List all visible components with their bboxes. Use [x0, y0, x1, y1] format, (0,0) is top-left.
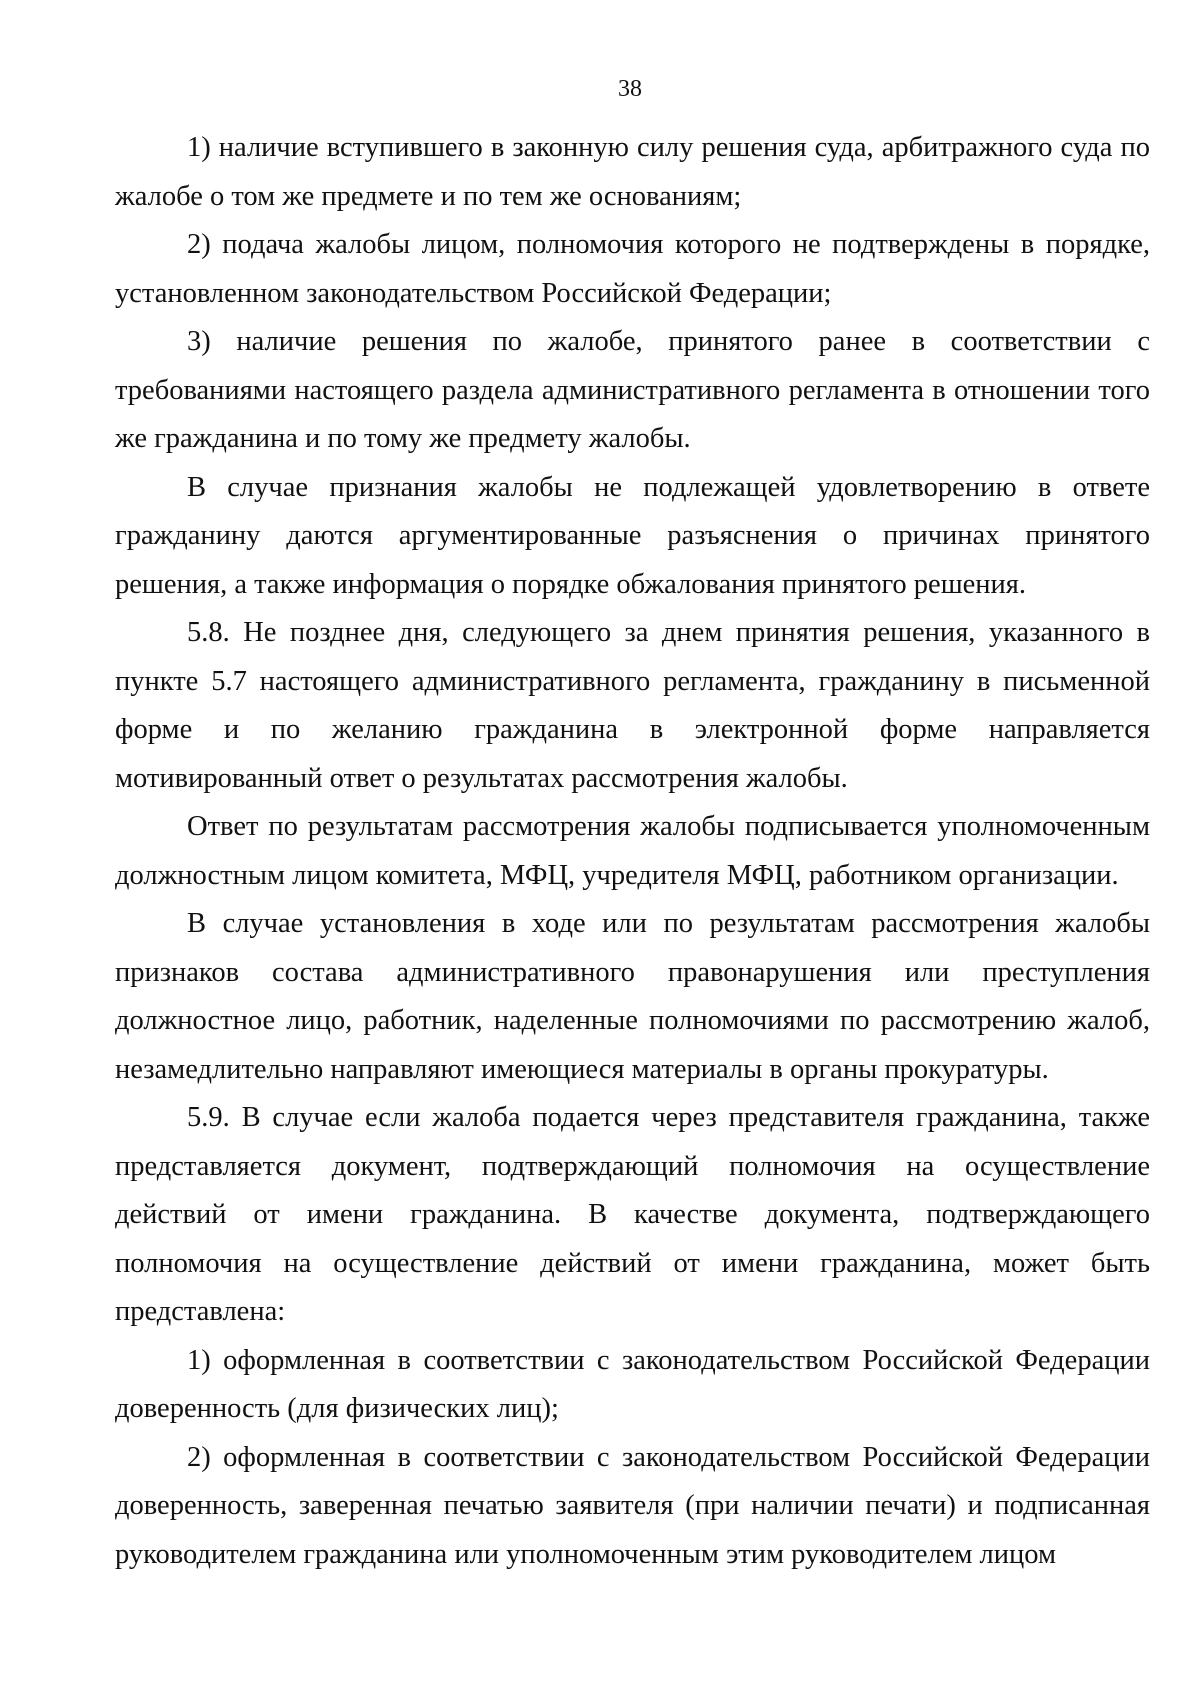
paragraph-section-5-8: 5.8. Не позднее дня, следующего за днем принятия решения, указанного в пункте 5.7 настоящего административного регламента, гражданину в письменной форме и по желанию гражданина в электронной форме направляется мотивированный ответ о результатах рассмотрения жалобы.: [115, 617, 1150, 794]
paragraph-refusal-ground-2: 2) подача жалобы лицом, полномочия которого не подтверждены в порядке, установленном законодательством Российской Федерации;: [115, 229, 1150, 309]
paragraph-power-of-attorney-1: 1) оформленная в соответствии с законодательством Российской Федерации доверенность (для физических лиц);: [115, 1344, 1150, 1424]
paragraph-refusal-ground-3: 3) наличие решения по жалобе, принятого ранее в соответствии с требованиями настоящего раздела административного регламента в отношении того же гражданина и по тому же предмету жалобы.: [115, 326, 1150, 454]
paragraph-prosecutor-referral: В случае установления в ходе или по результатам рассмотрения жалобы признаков состава административного правонарушения или преступления должностное лицо, работник, наделенные полномочиями по рассмотрению жалоб, незамедлительно направляют имеющиеся материалы в органы прокуратуры.: [115, 908, 1150, 1085]
paragraph-answer-signature: Ответ по результатам рассмотрения жалобы подписывается уполномоченным должностным лицом комитета, МФЦ, учредителя МФЦ, работником организации.: [115, 811, 1150, 891]
paragraph-refusal-explanation: В случае признания жалобы не подлежащей удовлетворению в ответе гражданину даются аргументированные разъяснения о причинах принятого решения, а также информация о порядке обжалования принятого решения.: [115, 471, 1150, 600]
page-number: 38: [618, 76, 642, 102]
paragraph-refusal-ground-1: 1) наличие вступившего в законную силу решения суда, арбитражного суда по жалобе о том же предмете и по тем же основаниям;: [115, 132, 1150, 212]
document-body: [115, 124, 1150, 1579]
paragraph-section-5-9: 5.9. В случае если жалоба подается через представителя гражданина, также представляется документ, подтверждающий полномочия на осуществление действий от имени гражданина. В качестве документа, подтверждающего полномочия на осуществление действий от имени гражданина, может быть представлена:: [115, 1102, 1150, 1327]
paragraph-power-of-attorney-2: 2) оформленная в соответствии с законодательством Российской Федерации доверенность, заверенная печатью заявителя (при наличии печати) и подписанная руководителем гражданина или уполномоченным этим руководителем лицом: [115, 1441, 1150, 1570]
